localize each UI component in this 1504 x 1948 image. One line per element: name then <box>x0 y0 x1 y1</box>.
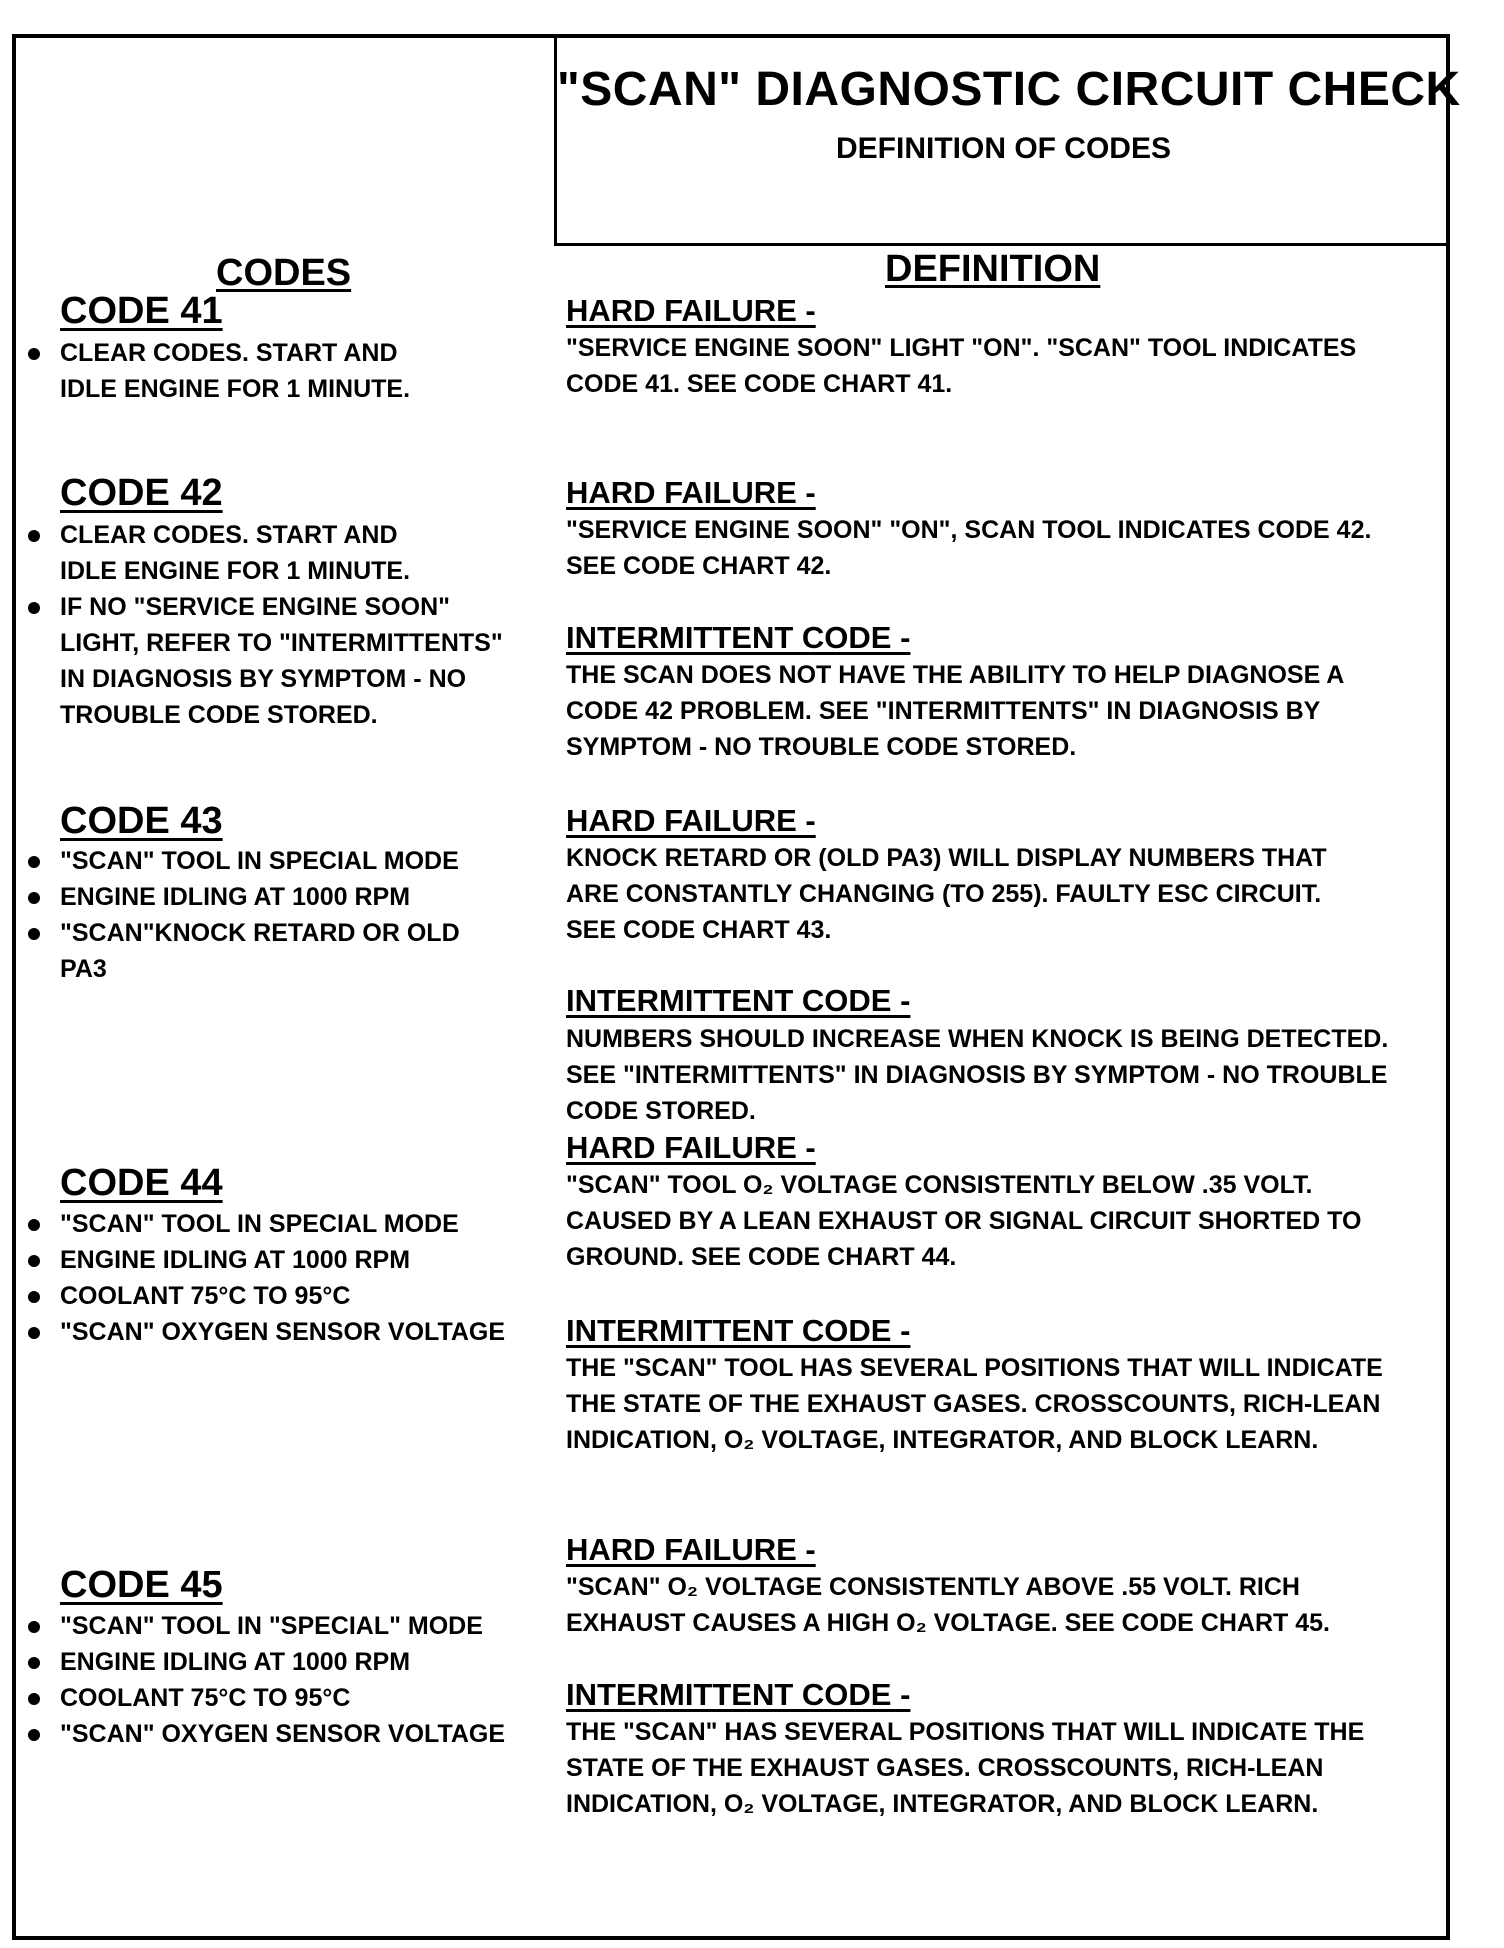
code-44-conditions <box>24 1206 524 1350</box>
code-45-intermittent-heading: INTERMITTENT CODE - <box>566 1677 911 1712</box>
code-41-title: CODE 41 <box>60 290 223 332</box>
condition-item: IF NO "SERVICE ENGINE SOON" LIGHT, REFER TO "INTERMITTENTS" IN DIAGNOSIS BY SYMPTOM - NO TROUBLE CODE STORED. <box>24 589 524 733</box>
code-43-title: CODE 43 <box>60 800 223 842</box>
code-44-intermittent-text: THE "SCAN" TOOL HAS SEVERAL POSITIONS THAT WILL INDICATE THE STATE OF THE EXHAUST GASES. CROSSCOUNTS, RICH-LEAN INDICATION, O₂ VOLTAGE, INTEGRATOR, AND BLOCK LEARN. <box>566 1354 1383 1454</box>
code-41-hard-failure-text: "SERVICE ENGINE SOON" LIGHT "ON". "SCAN" TOOL INDICATES CODE 41. SEE CODE CHART 41. <box>566 334 1357 398</box>
code-41-conditions <box>24 335 524 407</box>
condition-item: "SCAN"KNOCK RETARD OR OLD PA3 <box>24 915 524 987</box>
condition-item: CLEAR CODES. START AND IDLE ENGINE FOR 1 MINUTE. <box>24 517 524 589</box>
condition-item: ENGINE IDLING AT 1000 RPM <box>24 1242 524 1278</box>
code-44-title: CODE 44 <box>60 1162 223 1204</box>
condition-item: ENGINE IDLING AT 1000 RPM <box>24 879 524 915</box>
code-42-intermittent-text: THE SCAN DOES NOT HAVE THE ABILITY TO HELP DIAGNOSE A CODE 42 PROBLEM. SEE "INTERMITTENTS" IN DIAGNOSIS BY SYMPTOM - NO TROUBLE CODE STORED. <box>566 661 1345 761</box>
condition-item: "SCAN" TOOL IN SPECIAL MODE <box>24 1206 524 1242</box>
code-43-hard-failure-text: KNOCK RETARD OR (OLD PA3) WILL DISPLAY NUMBERS THAT ARE CONSTANTLY CHANGING (TO 255). FAULTY ESC CIRCUIT. SEE CODE CHART 43. <box>566 844 1327 944</box>
condition-item: "SCAN" OXYGEN SENSOR VOLTAGE <box>24 1314 524 1350</box>
condition-item: ENGINE IDLING AT 1000 RPM <box>24 1644 524 1680</box>
code-44-hard-failure-text: "SCAN" TOOL O₂ VOLTAGE CONSISTENTLY BELOW .35 VOLT. CAUSED BY A LEAN EXHAUST OR SIGNAL CIRCUIT SHORTED TO GROUND. SEE CODE CHART 44. <box>566 1171 1362 1271</box>
code-45-hard-failure-text: "SCAN" O₂ VOLTAGE CONSISTENTLY ABOVE .55 VOLT. RICH EXHAUST CAUSES A HIGH O₂ VOLTAGE. SEE CODE CHART 45. <box>566 1573 1330 1637</box>
condition-item: "SCAN" OXYGEN SENSOR VOLTAGE <box>24 1716 524 1752</box>
title-box <box>554 34 1461 246</box>
condition-item: "SCAN" TOOL IN "SPECIAL" MODE <box>24 1608 524 1644</box>
code-43-hard-failure-heading: HARD FAILURE - <box>566 803 816 838</box>
code-45-title: CODE 45 <box>60 1564 223 1606</box>
page-subtitle: DEFINITION OF CODES <box>835 132 1171 165</box>
definition-column-heading: DEFINITION <box>885 248 1101 290</box>
code-42-hard-failure-text: "SERVICE ENGINE SOON" "ON", SCAN TOOL INDICATES CODE 42. SEE CODE CHART 42. <box>566 516 1372 580</box>
condition-item: "SCAN" TOOL IN SPECIAL MODE <box>24 843 524 879</box>
code-44-intermittent-heading: INTERMITTENT CODE - <box>566 1313 911 1348</box>
page-title: "SCAN" DIAGNOSTIC CIRCUIT CHECK <box>557 63 1461 116</box>
code-42-intermittent-heading: INTERMITTENT CODE - <box>566 620 911 655</box>
code-43-intermittent-heading: INTERMITTENT CODE - <box>566 983 911 1018</box>
code-45-hard-failure-heading: HARD FAILURE - <box>566 1532 816 1567</box>
condition-item: CLEAR CODES. START AND IDLE ENGINE FOR 1 MINUTE. <box>24 335 524 407</box>
code-45-intermittent-text: THE "SCAN" HAS SEVERAL POSITIONS THAT WILL INDICATE THE STATE OF THE EXHAUST GASES. CROSSCOUNTS, RICH-LEAN INDICATION, O₂ VOLTAGE, INTEGRATOR, AND BLOCK LEARN. <box>566 1718 1365 1818</box>
code-43-intermittent-text: NUMBERS SHOULD INCREASE WHEN KNOCK IS BEING DETECTED. SEE "INTERMITTENTS" IN DIAGNOSIS BY SYMPTOM - NO TROUBLE CODE STORED. <box>566 1025 1389 1125</box>
codes-column-heading: CODES <box>216 252 352 294</box>
condition-item: COOLANT 75°C TO 95°C <box>24 1278 524 1314</box>
code-45-conditions <box>24 1608 524 1752</box>
code-42-conditions <box>24 517 524 733</box>
code-43-conditions <box>24 843 524 987</box>
condition-item: COOLANT 75°C TO 95°C <box>24 1680 524 1716</box>
code-42-hard-failure-heading: HARD FAILURE - <box>566 475 816 510</box>
code-42-title: CODE 42 <box>60 472 223 514</box>
code-44-hard-failure-heading: HARD FAILURE - <box>566 1130 816 1165</box>
code-41-hard-failure-heading: HARD FAILURE - <box>566 293 816 328</box>
